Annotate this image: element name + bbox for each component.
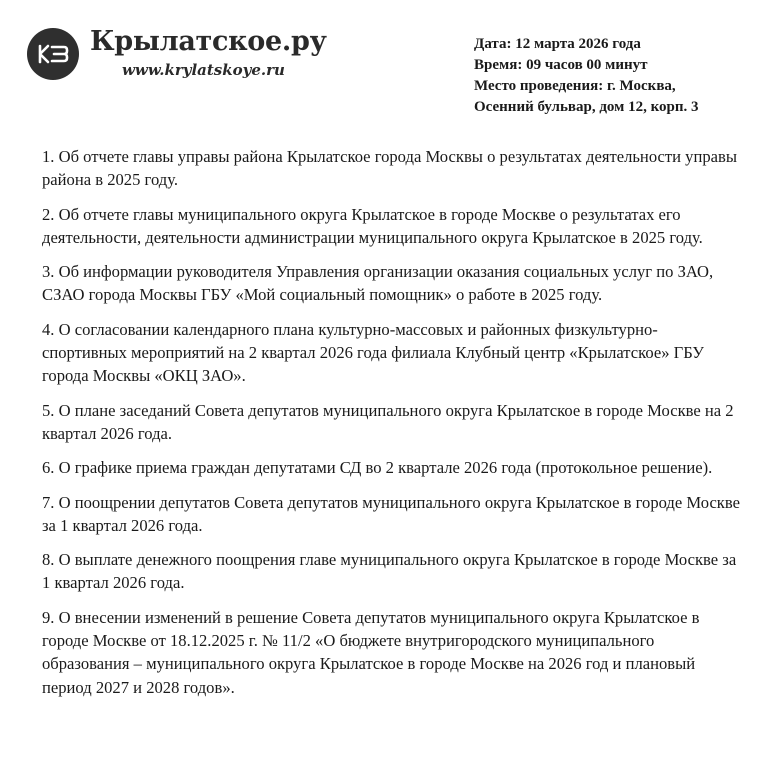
agenda-item: 1. Об отчете главы управы района Крылатское города Москвы о результатах деятельности управы района в 2025 году.	[42, 147, 737, 190]
agenda-item: 6. О графике приема граждан депутатами СД во 2 квартале 2026 года (протокольное решение).	[42, 458, 713, 478]
meeting-date: Дата: 12 марта 2026 года	[474, 36, 641, 52]
logo-mark-icon	[27, 28, 79, 80]
agenda-item: 4. О согласовании календарного плана культурно-массовых и районных физкультурно-спортивных мероприятий на 2 квартал 2026 года филиала Клубный центр «Крылатское» ГБУ города Москвы «ОКЦ ЗАО».	[42, 319, 704, 386]
agenda-item: 7. О поощрении депутатов Совета депутатов муниципального округа Крылатское в городе Москве за 1 квартал 2026 года.	[42, 492, 740, 535]
meeting-place: Место проведения: г. Москва,	[474, 78, 676, 94]
agenda-item: 3. Об информации руководителя Управления организации оказания социальных услуг по ЗАО, СЗАО города Москвы ГБУ «Мой социальный помощник» о работе в 2025 году.	[42, 262, 714, 305]
meeting-meta	[474, 34, 764, 118]
site-url[interactable]: www.krylatskoye.ru	[122, 61, 285, 79]
page-header	[0, 0, 768, 130]
site-title[interactable]: Крылатское.ру	[90, 26, 327, 57]
agenda-item: 2. Об отчете главы муниципального округа Крылатское в городе Москве о результатах его деятельности, деятельности администрации муниципального округа Крылатское в 2025 году.	[42, 204, 703, 247]
agenda-item: 5. О плане заседаний Совета депутатов муниципального округа Крылатское в городе Москве на 2 квартал 2026 года.	[42, 400, 734, 443]
agenda-item: 9. О внесении изменений в решение Совета депутатов муниципального округа Крылатское в городе Москве от 18.12.2025 г. № 11/2 «О бюджете внутригородского муниципального образования – муниципального округа Крылатское в городе Москве на 2026 год и плановый период 2027 и 2028 годов».	[42, 607, 700, 697]
site-logo[interactable]	[27, 28, 79, 80]
agenda-item: 8. О выплате денежного поощрения главе муниципального округа Крылатское в городе Москве за 1 квартал 2026 года.	[42, 550, 737, 593]
agenda-list	[42, 145, 742, 710]
meeting-address: Осенний бульвар, дом 12, корп. 3	[474, 99, 699, 115]
meeting-time: Время: 09 часов 00 минут	[474, 57, 648, 73]
